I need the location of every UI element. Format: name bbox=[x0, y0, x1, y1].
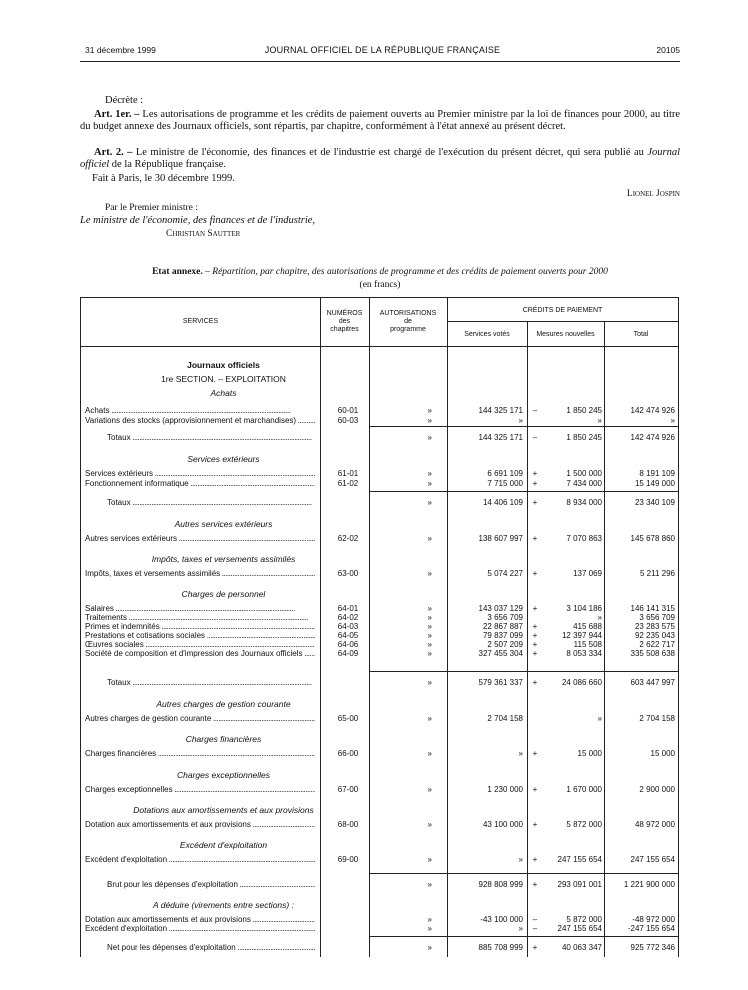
row-total: 1 221 900 000 bbox=[623, 880, 675, 889]
row-mesures-nouvelles: 247 155 654 bbox=[557, 924, 602, 933]
header-bottom-rule bbox=[81, 346, 678, 347]
row-mesures-nouvelles: 5 872 000 bbox=[566, 820, 602, 829]
row-sign: + bbox=[532, 943, 538, 952]
annex-title-italic: – Répartition, par chapitre, des autorisations de programme et des crédits de paiement ouverts pour 2000 bbox=[202, 267, 608, 277]
minister-title: Le ministre de l'économie, des finances et de l'industrie, bbox=[80, 215, 316, 226]
row-sign: + bbox=[532, 820, 538, 829]
row-autorisations: » bbox=[427, 416, 432, 425]
row-total: 603 447 997 bbox=[630, 678, 675, 687]
row-sign: – bbox=[532, 915, 538, 924]
minister-name: Christian Sautter bbox=[166, 229, 241, 239]
row-label: Totaux ..... bbox=[107, 498, 315, 508]
row-total: 15 000 bbox=[650, 749, 675, 758]
row-mesures-nouvelles: 1 500 000 bbox=[566, 469, 602, 478]
row-sign: – bbox=[532, 433, 538, 442]
row-services-votes: 1 230 000 bbox=[487, 785, 523, 794]
row-services-votes: 2 704 158 bbox=[487, 714, 523, 723]
art2-text-b: de la République française. bbox=[109, 159, 227, 170]
table-row bbox=[81, 469, 678, 479]
row-services-votes: » bbox=[518, 416, 523, 425]
row-mesures-nouvelles: 8 053 334 bbox=[566, 649, 602, 658]
row-label: Œuvres sociales ..... bbox=[85, 640, 315, 650]
row-mesures-nouvelles: 293 091 001 bbox=[557, 880, 602, 889]
row-autorisations: » bbox=[427, 604, 432, 613]
section-heading: Achats bbox=[210, 388, 237, 398]
row-label: Prestations et cotisations sociales ..... bbox=[85, 631, 315, 641]
row-autorisations: » bbox=[427, 855, 432, 864]
col-header-total: Total bbox=[633, 331, 649, 338]
row-label: Charges exceptionnelles ..... bbox=[85, 785, 315, 795]
row-mesures-nouvelles: 12 397 944 bbox=[561, 631, 602, 640]
row-sign: + bbox=[532, 622, 538, 631]
col-header-numeros bbox=[320, 310, 369, 334]
section-heading: Charges de personnel bbox=[181, 589, 266, 599]
col-header-aut-2: de bbox=[404, 318, 412, 325]
row-mesures-nouvelles: 1 670 000 bbox=[566, 785, 602, 794]
row-sign: + bbox=[532, 479, 538, 488]
row-label: Autres charges de gestion courante ..... bbox=[85, 714, 315, 724]
row-label: Excédent d'exploitation ..... bbox=[85, 924, 315, 934]
row-autorisations: » bbox=[427, 498, 432, 507]
section-heading: Charges financières bbox=[185, 734, 262, 744]
row-label: Autres services extérieurs ..... bbox=[85, 534, 315, 544]
row-label: Impôts, taxes et versements assimilés ..... bbox=[85, 569, 315, 579]
table-row bbox=[81, 534, 678, 544]
row-autorisations: » bbox=[427, 569, 432, 578]
art2-heading: Art. 2. – bbox=[94, 147, 133, 158]
row-chapter-number: 62-02 bbox=[337, 534, 359, 543]
row-total: 142 474 926 bbox=[630, 406, 675, 415]
header-page-number: 20105 bbox=[656, 45, 680, 55]
row-chapter-number: 60-01 bbox=[337, 406, 359, 415]
row-mesures-nouvelles: 1 850 245 bbox=[566, 433, 602, 442]
art1-heading: Art. 1er. – bbox=[94, 109, 140, 120]
row-autorisations: » bbox=[427, 785, 432, 794]
budget-table bbox=[80, 297, 679, 957]
row-mesures-nouvelles: 24 086 660 bbox=[561, 678, 602, 687]
row-chapter-number: 61-02 bbox=[337, 479, 359, 488]
row-label: Société de composition et d'impression des Journaux officiels ..... bbox=[85, 649, 315, 659]
row-sign: – bbox=[532, 924, 538, 933]
row-label: Dotation aux amortissements et aux provisions ..... bbox=[85, 915, 315, 925]
row-chapter-number: 61-01 bbox=[337, 469, 359, 478]
row-sign: – bbox=[532, 406, 538, 415]
row-mesures-nouvelles: 247 155 654 bbox=[557, 855, 602, 864]
row-mesures-nouvelles: » bbox=[597, 714, 602, 723]
col-header-mesures: Mesures nouvelles bbox=[536, 331, 595, 338]
row-services-votes: » bbox=[518, 855, 523, 864]
row-sign: + bbox=[532, 498, 538, 507]
row-sign: + bbox=[532, 534, 538, 543]
row-autorisations: » bbox=[427, 640, 432, 649]
row-services-votes: 2 507 209 bbox=[487, 640, 523, 649]
row-total: 8 191 109 bbox=[639, 469, 675, 478]
table-row bbox=[81, 820, 678, 830]
section-heading: Excédent d'exploitation bbox=[179, 840, 268, 850]
total-rule bbox=[370, 873, 678, 874]
row-total: 3 656 709 bbox=[639, 613, 675, 622]
row-total: 247 155 654 bbox=[630, 855, 675, 864]
row-label: Dotation aux amortissements et aux provisions ..... bbox=[85, 820, 315, 830]
row-autorisations: » bbox=[427, 433, 432, 442]
row-total: 925 772 346 bbox=[630, 943, 675, 952]
table-row bbox=[81, 498, 678, 508]
row-services-votes: 144 325 171 bbox=[478, 433, 523, 442]
row-total: -48 972 000 bbox=[632, 915, 675, 924]
table-row bbox=[81, 785, 678, 795]
decree-par: Par le Premier ministre : bbox=[105, 203, 198, 213]
col-header-numeros-3: chapitres bbox=[330, 326, 359, 333]
table-row bbox=[81, 416, 678, 426]
row-autorisations: » bbox=[427, 479, 432, 488]
col-header-services: SERVICES bbox=[182, 318, 219, 325]
row-services-votes: 143 037 129 bbox=[478, 604, 523, 613]
row-sign: + bbox=[532, 569, 538, 578]
row-autorisations: » bbox=[427, 406, 432, 415]
table-row bbox=[81, 433, 678, 443]
row-sign: + bbox=[532, 785, 538, 794]
row-autorisations: » bbox=[427, 749, 432, 758]
row-chapter-number: 64-06 bbox=[337, 640, 359, 649]
table-row bbox=[81, 714, 678, 724]
row-services-votes: 6 691 109 bbox=[487, 469, 523, 478]
row-autorisations: » bbox=[427, 613, 432, 622]
row-autorisations: » bbox=[427, 649, 432, 658]
row-autorisations: » bbox=[427, 534, 432, 543]
row-chapter-number: 63-00 bbox=[337, 569, 359, 578]
row-total: 5 211 296 bbox=[640, 569, 675, 578]
art2-text-a: Le ministre de l'économie, des finances et de l'industrie est chargé de l'exécution du présent décret, qui sera publié au bbox=[135, 147, 648, 158]
row-mesures-nouvelles: 3 104 186 bbox=[566, 604, 602, 613]
decree-article-2 bbox=[80, 147, 680, 171]
table-row bbox=[81, 678, 678, 688]
row-services-votes: 579 361 337 bbox=[478, 678, 523, 687]
row-sign: + bbox=[532, 604, 538, 613]
col-header-votes: Services votés bbox=[464, 331, 510, 338]
table-row bbox=[81, 569, 678, 579]
col-header-aut-1: AUTORISATIONS bbox=[379, 310, 437, 317]
row-sign: + bbox=[532, 631, 538, 640]
row-autorisations: » bbox=[427, 631, 432, 640]
total-rule bbox=[370, 671, 678, 672]
row-mesures-nouvelles: 1 850 245 bbox=[566, 406, 602, 415]
row-total: 2 622 717 bbox=[639, 640, 675, 649]
row-chapter-number: 64-01 bbox=[337, 604, 359, 613]
header-journal-title: JOURNAL OFFICIEL DE LA RÉPUBLIQUE FRANÇAISE bbox=[264, 45, 501, 55]
col-header-credits: CRÉDITS DE PAIEMENT bbox=[522, 307, 603, 314]
row-autorisations: » bbox=[427, 678, 432, 687]
header-date: 31 décembre 1999 bbox=[85, 45, 156, 55]
row-autorisations: » bbox=[427, 622, 432, 631]
section-heading: Services extérieurs bbox=[187, 454, 260, 464]
row-autorisations: » bbox=[427, 915, 432, 924]
row-autorisations: » bbox=[427, 820, 432, 829]
row-chapter-number: 67-00 bbox=[337, 785, 359, 794]
total-rule bbox=[370, 936, 678, 937]
row-autorisations: » bbox=[427, 924, 432, 933]
row-services-votes: 7 715 000 bbox=[487, 479, 523, 488]
row-mesures-nouvelles: 115 508 bbox=[573, 640, 602, 649]
row-label: Fonctionnement informatique ..... bbox=[85, 479, 315, 489]
row-sign: + bbox=[532, 749, 538, 758]
row-chapter-number: 64-05 bbox=[337, 631, 359, 640]
row-mesures-nouvelles: » bbox=[597, 416, 602, 425]
credits-header-rule bbox=[447, 321, 678, 322]
row-total: 48 972 000 bbox=[634, 820, 675, 829]
row-chapter-number: 64-03 bbox=[337, 622, 359, 631]
page-header bbox=[85, 45, 680, 59]
row-mesures-nouvelles: 137 069 bbox=[573, 569, 602, 578]
row-mesures-nouvelles: 7 070 863 bbox=[566, 534, 602, 543]
row-sign: + bbox=[532, 469, 538, 478]
row-label: Charges financières ..... bbox=[85, 749, 315, 759]
row-total: 92 235 043 bbox=[634, 631, 675, 640]
row-label: Salaires ..... bbox=[85, 604, 315, 614]
table-row bbox=[81, 943, 678, 953]
row-chapter-number: 64-09 bbox=[337, 649, 359, 658]
table-row bbox=[81, 924, 678, 934]
row-mesures-nouvelles: » bbox=[597, 613, 602, 622]
signatory-name: Lionel Jospin bbox=[626, 189, 680, 199]
col-header-numeros-1: NUMÉROS bbox=[326, 310, 363, 317]
row-mesures-nouvelles: 415 688 bbox=[573, 622, 602, 631]
row-total: 145 678 860 bbox=[630, 534, 675, 543]
row-services-votes: -43 100 000 bbox=[480, 915, 523, 924]
table-row bbox=[81, 855, 678, 865]
row-label: Excédent d'exploitation ..... bbox=[85, 855, 315, 865]
row-sign: + bbox=[532, 640, 538, 649]
row-label: Traitements ..... bbox=[85, 613, 315, 623]
row-total: 142 474 926 bbox=[630, 433, 675, 442]
row-services-votes: 14 406 109 bbox=[482, 498, 523, 507]
row-sign: + bbox=[532, 880, 538, 889]
decree-decrete: Décrète : bbox=[105, 95, 144, 106]
row-label: Variations des stocks (approvisionnement et marchandises) ..... bbox=[85, 416, 315, 426]
row-autorisations: » bbox=[427, 943, 432, 952]
row-label: Achats ..... bbox=[85, 406, 315, 416]
total-rule bbox=[370, 426, 678, 427]
row-mesures-nouvelles: 8 934 000 bbox=[566, 498, 602, 507]
section-heading: 1re SECTION. – EXPLOITATION bbox=[161, 374, 286, 384]
row-mesures-nouvelles: 15 000 bbox=[577, 749, 602, 758]
decree-article-1 bbox=[80, 109, 680, 133]
col-header-autorisations bbox=[369, 310, 447, 334]
annex-title-bold: Etat annexe. bbox=[152, 267, 203, 277]
decree-fait: Fait à Paris, le 30 décembre 1999. bbox=[92, 173, 235, 184]
section-heading: Impôts, taxes et versements assimilés bbox=[151, 554, 296, 564]
row-label: Brut pour les dépenses d'exploitation ..... bbox=[107, 880, 315, 890]
row-label: Primes et indemnités ..... bbox=[85, 622, 315, 632]
row-services-votes: 928 808 999 bbox=[478, 880, 523, 889]
art2-text-italic: Journal officiel bbox=[80, 147, 680, 170]
row-services-votes: 327 455 304 bbox=[478, 649, 523, 658]
row-total: 2 704 158 bbox=[639, 714, 675, 723]
row-chapter-number: 66-00 bbox=[337, 749, 359, 758]
row-label: Totaux ..... bbox=[107, 678, 315, 688]
row-services-votes: 138 607 997 bbox=[478, 534, 523, 543]
section-heading: A déduire (virements entre sections) : bbox=[153, 900, 294, 910]
row-total: 335 508 638 bbox=[630, 649, 675, 658]
section-heading: Autres charges de gestion courante bbox=[156, 699, 291, 709]
row-chapter-number: 69-00 bbox=[337, 855, 359, 864]
row-services-votes: » bbox=[518, 749, 523, 758]
row-total: -247 155 654 bbox=[627, 924, 675, 933]
row-label: Services extérieurs ..... bbox=[85, 469, 315, 479]
row-total: 23 340 109 bbox=[634, 498, 675, 507]
section-heading: Charges exceptionnelles bbox=[176, 770, 271, 780]
annex-subtitle: (en francs) bbox=[359, 280, 401, 290]
row-mesures-nouvelles: 40 063 347 bbox=[561, 943, 602, 952]
row-services-votes: 79 837 099 bbox=[482, 631, 523, 640]
row-services-votes: » bbox=[518, 924, 523, 933]
row-sign: + bbox=[532, 678, 538, 687]
row-mesures-nouvelles: 5 872 000 bbox=[566, 915, 602, 924]
row-autorisations: » bbox=[427, 880, 432, 889]
table-row bbox=[81, 479, 678, 489]
row-total: 146 141 315 bbox=[630, 604, 675, 613]
row-chapter-number: 60-03 bbox=[337, 416, 359, 425]
art1-text: Les autorisations de programme et les crédits de paiement ouverts au Premier ministre par la loi de finances pour 2000, au titre du budget annexe des Journaux officiels, sont répartis, par chapitre, conformément à l'état annexé au présent décret. bbox=[80, 109, 681, 132]
table-row bbox=[81, 749, 678, 759]
row-services-votes: 144 325 171 bbox=[478, 406, 523, 415]
table-row bbox=[81, 406, 678, 416]
row-services-votes: 3 656 709 bbox=[487, 613, 523, 622]
section-heading: Dotations aux amortissements et aux provisions bbox=[133, 805, 314, 815]
row-sign: + bbox=[532, 855, 538, 864]
col-header-numeros-2: des bbox=[338, 318, 351, 325]
row-total: 15 149 000 bbox=[634, 479, 675, 488]
total-rule bbox=[370, 491, 678, 492]
row-services-votes: 5 074 227 bbox=[487, 569, 523, 578]
col-header-aut-3: programme bbox=[390, 326, 426, 333]
row-services-votes: 43 100 000 bbox=[482, 820, 523, 829]
header-rule bbox=[80, 61, 680, 62]
row-mesures-nouvelles: 7 434 000 bbox=[566, 479, 602, 488]
row-chapter-number: 64-02 bbox=[337, 613, 359, 622]
row-total: 2 900 000 bbox=[639, 785, 675, 794]
row-sign: + bbox=[532, 649, 538, 658]
row-label: Totaux ..... bbox=[107, 433, 315, 443]
row-label: Net pour les dépenses d'exploitation ..... bbox=[107, 943, 315, 953]
row-services-votes: 885 708 999 bbox=[478, 943, 523, 952]
row-autorisations: » bbox=[427, 469, 432, 478]
annex-title bbox=[80, 266, 680, 278]
row-total: 23 283 575 bbox=[634, 622, 675, 631]
section-heading: Journaux officiels bbox=[187, 360, 260, 370]
table-row bbox=[81, 880, 678, 890]
section-heading: Autres services extérieurs bbox=[174, 519, 273, 529]
row-autorisations: » bbox=[427, 714, 432, 723]
table-row bbox=[81, 649, 678, 659]
row-chapter-number: 65-00 bbox=[337, 714, 359, 723]
row-chapter-number: 68-00 bbox=[337, 820, 359, 829]
row-services-votes: 22 867 887 bbox=[482, 622, 523, 631]
row-total: » bbox=[670, 416, 675, 425]
